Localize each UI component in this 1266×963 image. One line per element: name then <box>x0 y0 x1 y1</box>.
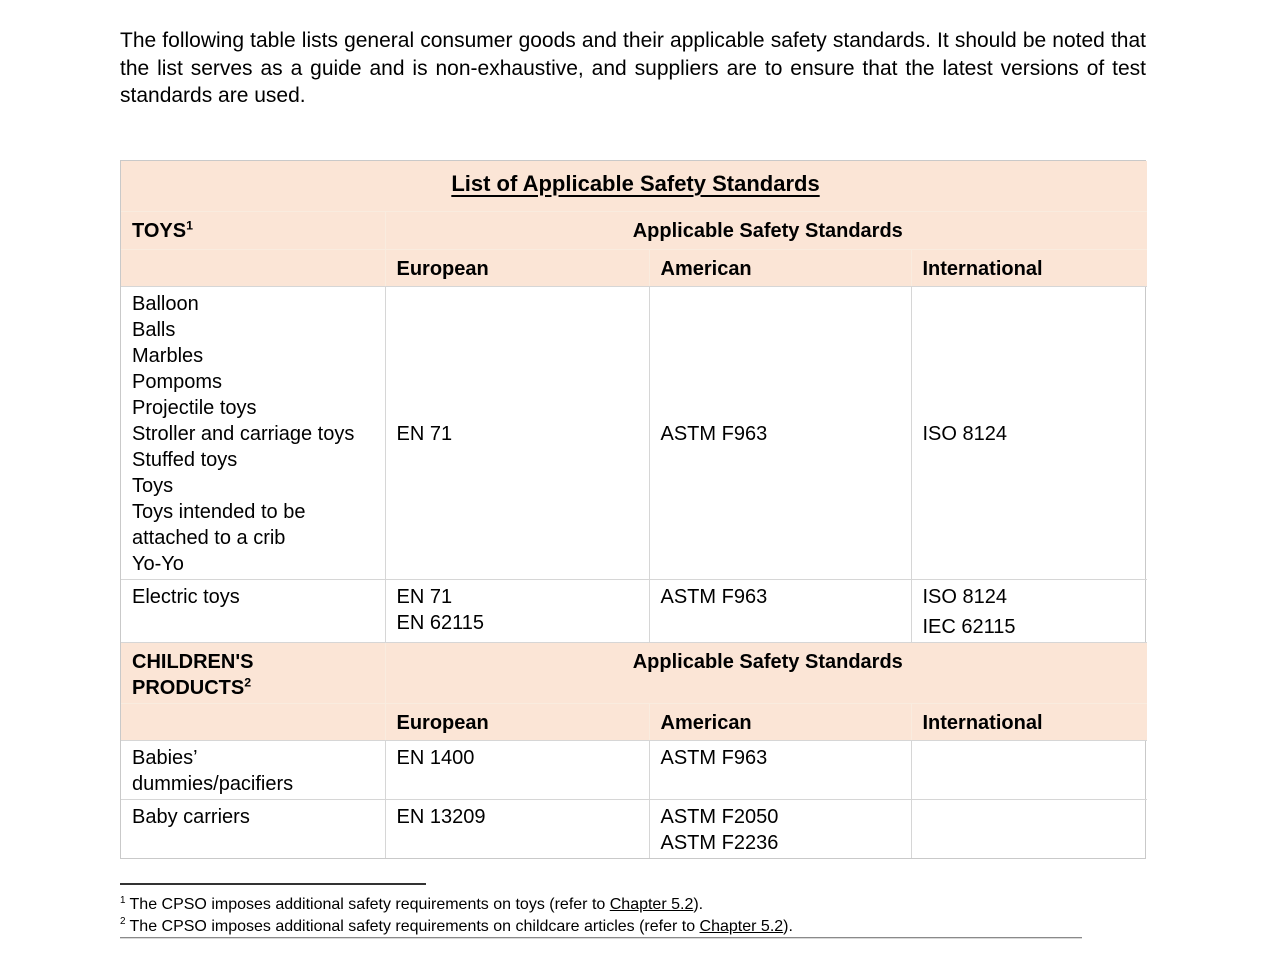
standard-value: EN 1400 <box>396 746 475 769</box>
product-line: Stuffed toys <box>132 448 238 471</box>
toys-category-cell <box>121 211 385 249</box>
standard-cell-international-empty <box>911 740 1147 799</box>
childrens-column-header-row <box>121 703 1147 740</box>
footnotes <box>120 894 1130 937</box>
toys-footnote-marker: 1 <box>186 217 193 232</box>
standard-cell-american <box>649 799 911 858</box>
product-cell <box>121 286 385 579</box>
standard-value: ASTM F2236 <box>660 831 779 854</box>
footnote-1 <box>120 894 1130 916</box>
standard-cell-american <box>649 579 911 642</box>
product-line: Projectile toys <box>132 396 257 419</box>
toys-category-label: TOYS <box>132 219 187 242</box>
standard-cell-international <box>911 579 1147 642</box>
childrens-category-label-line1: CHILDREN'S <box>132 650 254 673</box>
footnote-2-text: The CPSO imposes additional safety requirements on childcare articles (refer to <box>129 917 700 935</box>
chapter-5-2-link[interactable]: Chapter 5.2 <box>699 917 784 935</box>
col-header-european: European <box>385 249 649 286</box>
footnote-2 <box>120 916 1130 938</box>
footnote-separator <box>120 883 426 885</box>
product-line: Stroller and carriage toys <box>132 422 355 445</box>
product-line: attached to a crib <box>132 526 286 549</box>
product-line: Marbles <box>132 344 204 367</box>
standard-value: ASTM F963 <box>660 422 768 445</box>
standard-cell-international <box>911 286 1147 579</box>
standard-cell-european <box>385 740 649 799</box>
product-line: Yo-Yo <box>132 552 184 575</box>
standard-cell-european <box>385 286 649 579</box>
childrens-category-row <box>121 642 1147 703</box>
product-line: Toys <box>132 474 174 497</box>
product-line: Baby carriers <box>132 805 250 828</box>
intro-paragraph: The following table lists general consumer goods and their applicable safety standards. It should be noted that the list serves as a guide and is non-exhaustive, and suppliers are to ensure that the latest versions of test standards are used. <box>120 29 1146 107</box>
standard-value: ASTM F2050 <box>660 805 779 828</box>
product-line: Babies’ <box>132 746 198 769</box>
product-cell <box>121 579 385 642</box>
childrens-footnote-marker: 2 <box>244 674 252 689</box>
page-bottom-rule <box>120 937 1082 939</box>
col-header-international: International <box>911 249 1147 286</box>
childrens-section-header: Applicable Safety Standards <box>385 642 1147 703</box>
standard-value: EN 13209 <box>396 805 486 828</box>
footnote-1-text-end: ). <box>693 896 704 913</box>
standard-value: EN 71 <box>396 422 453 445</box>
product-line: Electric toys <box>132 585 240 608</box>
col-header-american: American <box>649 703 911 740</box>
product-line: Pompoms <box>132 370 223 393</box>
footnote-2-marker: 2 <box>120 916 126 928</box>
standard-value: ISO 8124 <box>922 422 1008 445</box>
standard-cell-european <box>385 579 649 642</box>
product-line: Balls <box>132 318 176 341</box>
product-cell <box>121 799 385 858</box>
footnote-1-text: The CPSO imposes additional safety requirements on toys (refer to <box>129 896 610 913</box>
table-title: List of Applicable Safety Standards <box>451 171 820 196</box>
table-title-row <box>121 161 1147 211</box>
standard-value: ISO 8124 <box>922 585 1008 608</box>
product-line: Balloon <box>132 292 199 315</box>
footnote-2-text-end: ). <box>783 917 793 935</box>
standard-value: EN 71 <box>396 585 453 608</box>
table-title-cell <box>121 161 1147 211</box>
chapter-5-2-link[interactable]: Chapter 5.2 <box>609 896 694 913</box>
toys-category-row <box>121 211 1147 249</box>
childrens-category-label-line2: PRODUCTS$^2$ <box>132 674 252 699</box>
col-header-european: European <box>385 703 649 740</box>
standard-value: EN 62115 <box>396 611 484 634</box>
toys-section-header: Applicable Safety Standards <box>385 211 1147 249</box>
standard-cell-american <box>649 286 911 579</box>
product-line: dummies/pacifiers <box>132 772 294 795</box>
standard-cell-international-empty <box>911 799 1147 858</box>
col-header-american: American <box>649 249 911 286</box>
standard-value: ASTM F963 <box>660 746 768 769</box>
standard-value: ASTM F963 <box>660 585 768 608</box>
empty-header-cell <box>121 703 385 740</box>
table-row-general-toys <box>121 286 1147 579</box>
footnote-1-marker: 1 <box>120 894 126 906</box>
table-row-electric-toys <box>121 579 1147 642</box>
empty-header-cell <box>121 249 385 286</box>
col-header-international: International <box>911 703 1147 740</box>
toys-column-header-row <box>121 249 1147 286</box>
safety-standards-table <box>120 160 1146 859</box>
table-row-babies-dummies <box>121 740 1147 799</box>
product-cell <box>121 740 385 799</box>
childrens-category-cell <box>121 642 385 703</box>
standard-cell-american <box>649 740 911 799</box>
table-row-baby-carriers <box>121 799 1147 858</box>
product-line: Toys intended to be <box>132 500 306 523</box>
standard-value: IEC 62115 <box>922 615 1016 638</box>
standard-cell-european <box>385 799 649 858</box>
